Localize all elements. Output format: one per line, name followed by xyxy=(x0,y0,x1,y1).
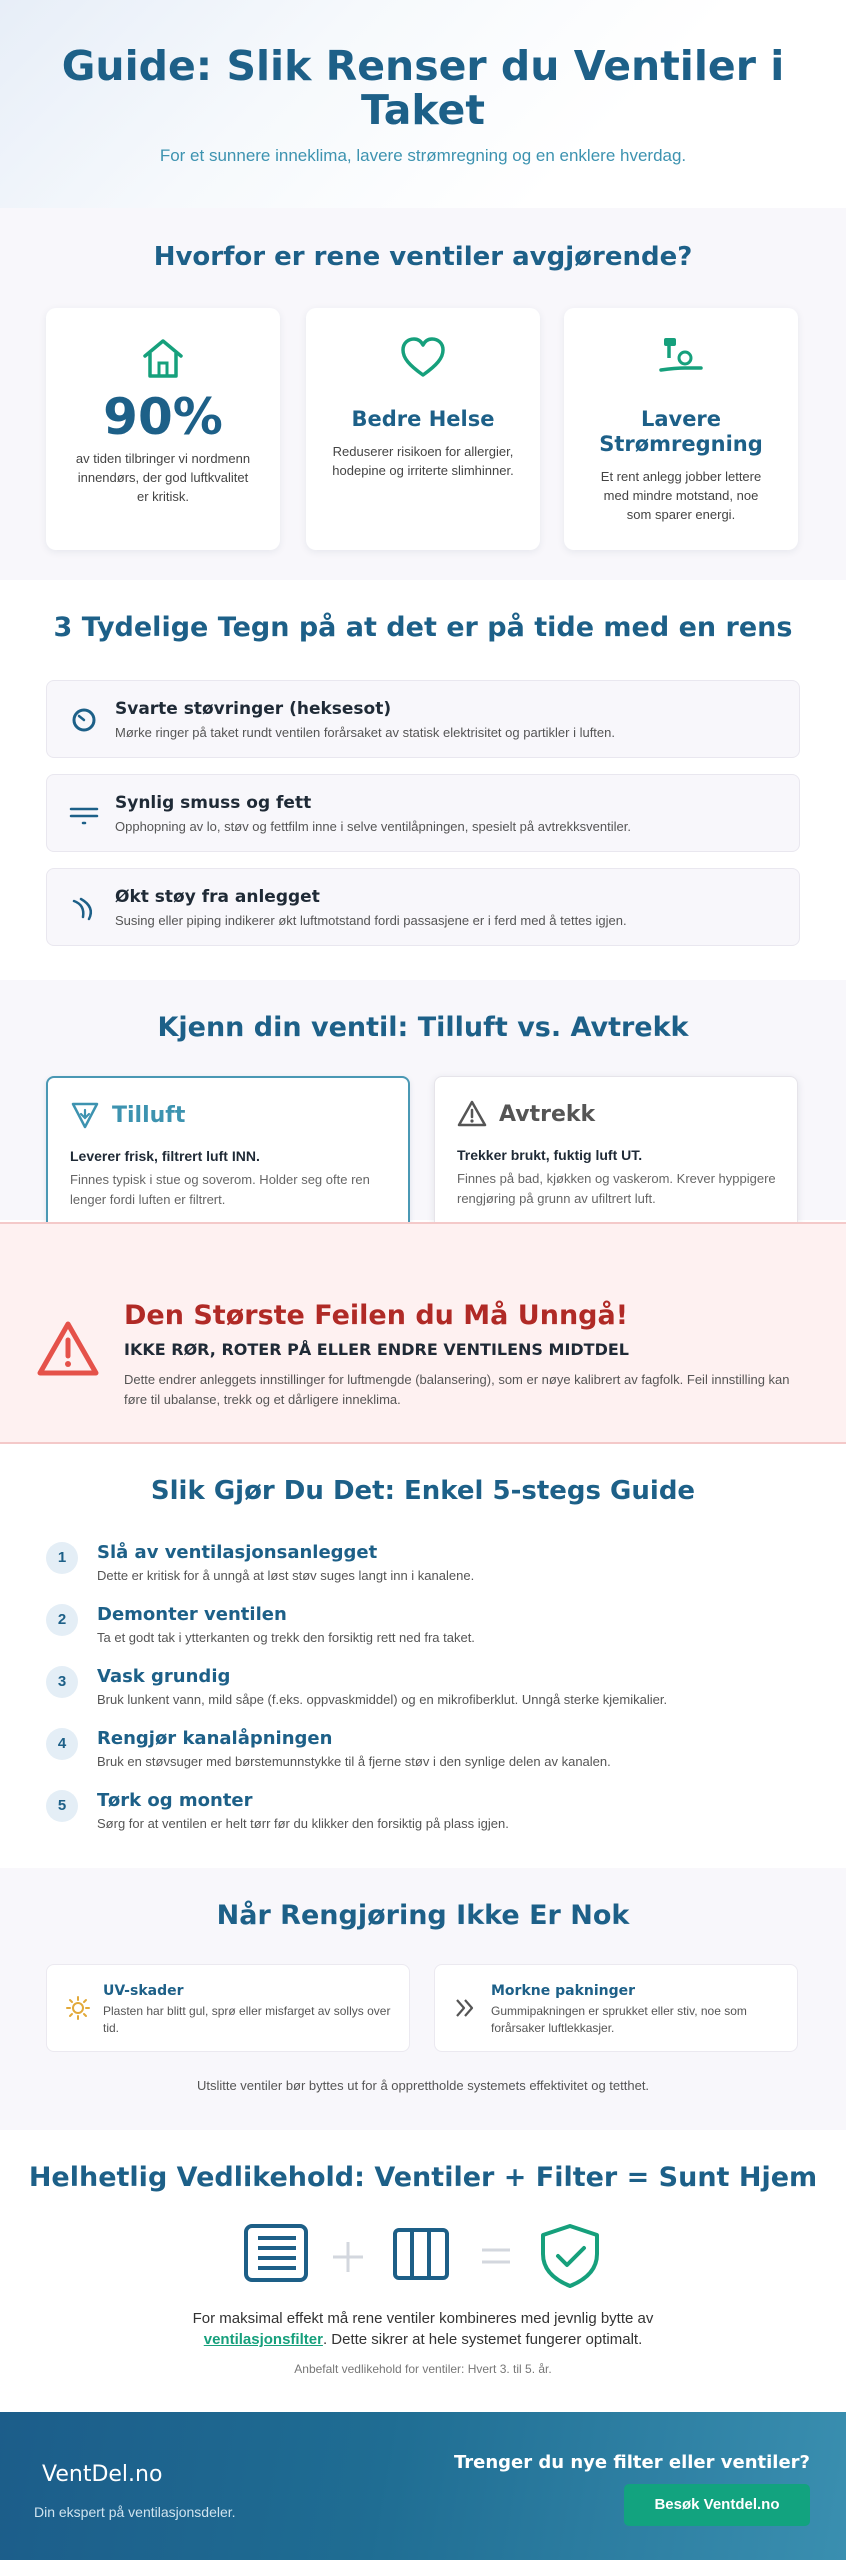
steps-heading: Slik Gjør Du Det: Enkel 5-stegs Guide xyxy=(150,1476,696,1506)
exhaust-title: Avtrekk xyxy=(499,1101,596,1127)
health-title: Bedre Helse xyxy=(351,407,495,431)
step-title: Demonter ventilen xyxy=(97,1604,287,1625)
step-text: Bruk en støvsuger med børstemunnstykke til å fjerne støv i den synlige delen av kanalen. xyxy=(97,1754,611,1769)
warning-subtitle: IKKE RØR, ROTER PÅ ELLER ENDRE VENTILENS MIDTDEL xyxy=(124,1340,629,1359)
gasket-card xyxy=(434,1964,798,2052)
chevrons-icon xyxy=(453,1995,479,2021)
uv-damage-text: Plasten har blitt gul, sprø eller misfarget av sollys over tid. xyxy=(103,2004,391,2035)
step-item xyxy=(46,1666,806,1722)
page-title: Guide: Slik Renser du Ventiler i Taket xyxy=(61,42,785,134)
footer xyxy=(0,2412,846,2560)
warning-text: Dette endrer anleggets innstillinger for luftmengde (balansering), som er nøye kalibrert av fagfolk. Feil innstilling kan føre til ubalanse, trekk og et dårligere inneklima. xyxy=(124,1372,790,1407)
ring-icon xyxy=(69,705,99,735)
sun-icon xyxy=(65,1995,91,2021)
gasket-text: Gummipakningen er sprukket eller stiv, noe som forårsaker luftlekkasjer. xyxy=(491,2004,747,2035)
replacement-note: Utslitte ventiler bør byttes ut for å opprettholde systemets effektivitet og tetthet. xyxy=(196,2078,650,2093)
step-title: Vask grundig xyxy=(97,1666,231,1687)
heart-icon xyxy=(397,332,449,384)
replacement-heading: Når Rengjøring Ikke Er Nok xyxy=(216,1900,630,1931)
visit-ventdel-button[interactable]: Besøk Ventdel.no xyxy=(624,2484,810,2526)
footer-logo-text: VentDel.no xyxy=(42,2462,163,2487)
house-icon xyxy=(137,332,189,384)
stat-card xyxy=(46,308,280,550)
step-text: Ta et godt tak i ytterkanten og trekk den forsiktig rett ned fra taket. xyxy=(97,1630,475,1645)
exhaust-card xyxy=(434,1076,798,1232)
step-item xyxy=(46,1728,806,1784)
sign-title: Svarte støvringer (heksesot) xyxy=(115,699,392,719)
lines-icon xyxy=(69,799,99,829)
sound-icon xyxy=(69,893,99,923)
supply-title: Tilluft xyxy=(112,1102,186,1128)
exhaust-subtitle: Trekker brukt, fuktig luft UT. xyxy=(457,1147,643,1163)
supply-text: Finnes typisk i stue og soverom. Holder seg ofte ren lenger fordi luften er filtrert. xyxy=(70,1172,370,1207)
step-item xyxy=(46,1542,806,1598)
step-number: 3 xyxy=(46,1666,78,1698)
health-text: Reduserer risikoen for allergier, hodepine og irriterte slimhinner. xyxy=(332,444,514,478)
supply-card xyxy=(46,1076,410,1232)
maintenance-text-before: For maksimal effekt må rene ventiler kombineres med jevnlig bytte av xyxy=(192,2310,654,2327)
maintenance-note: Anbefalt vedlikehold for ventiler: Hvert 3. til 5. år. xyxy=(294,2362,552,2376)
supply-triangle-icon xyxy=(70,1100,100,1130)
health-card xyxy=(306,308,540,550)
sign-item xyxy=(46,680,800,758)
uv-damage-card xyxy=(46,1964,410,2052)
plus-icon xyxy=(333,2242,363,2272)
vent-types-section xyxy=(0,980,846,1220)
exhaust-text: Finnes på bad, kjøkken og vaskerom. Krever hyppigere rengjøring på grunn av ufiltrert luft. xyxy=(457,1171,776,1206)
step-item xyxy=(46,1790,806,1846)
why-heading: Hvorfor er rene ventiler avgjørende? xyxy=(153,242,693,272)
step-title: Tørk og monter xyxy=(97,1790,253,1811)
footer-logo[interactable] xyxy=(42,2462,162,2487)
stat-text: av tiden tilbringer vi nordmenn innendørs, der god luftkvalitet er kritisk. xyxy=(75,451,251,504)
maintenance-heading: Helhetlig Vedlikehold: Ventiler + Filter = Sunt Hjem xyxy=(28,2162,818,2193)
step-number: 4 xyxy=(46,1728,78,1760)
signs-section xyxy=(0,580,846,980)
step-number: 5 xyxy=(46,1790,78,1822)
step-title: Slå av ventilasjonsanlegget xyxy=(97,1542,378,1563)
step-text: Dette er kritisk for å unngå at løst støv suges langt inn i kanalene. xyxy=(97,1568,475,1583)
step-number: 1 xyxy=(46,1542,78,1574)
warning-icon xyxy=(36,1320,100,1378)
footer-tagline: Din ekspert på ventilasjonsdeler. xyxy=(34,2504,236,2520)
uv-damage-title: UV-skader xyxy=(103,1983,184,1999)
sign-item xyxy=(46,868,800,946)
exhaust-warning-icon xyxy=(457,1099,487,1129)
filter-icon xyxy=(395,2230,447,2278)
gasket-title: Morkne pakninger xyxy=(491,1983,636,1999)
replacement-section xyxy=(0,1868,846,2130)
equals-icon xyxy=(482,2250,510,2262)
maintenance-text-after: . Dette sikrer at hele systemet fungerer optimalt. xyxy=(322,2331,643,2348)
warning-section xyxy=(0,1222,846,1444)
savings-title: Lavere Strømregning xyxy=(599,407,763,456)
sign-text: Mørke ringer på taket rundt ventilen forårsaket av statisk elektrisitet og partikler i luften. xyxy=(115,725,615,740)
step-number: 2 xyxy=(46,1604,78,1636)
steps-section xyxy=(0,1444,846,1868)
sign-item xyxy=(46,774,800,852)
maintenance-section xyxy=(0,2130,846,2412)
maintenance-text xyxy=(0,2308,846,2350)
vent-icon xyxy=(246,2226,306,2280)
shield-check-icon xyxy=(543,2226,597,2286)
step-title: Rengjør kanalåpningen xyxy=(97,1728,333,1749)
hero-section xyxy=(0,0,846,208)
step-item xyxy=(46,1604,806,1660)
sign-text: Susing eller piping indikerer økt luftmotstand fordi passasjene er i ferd med å tettes igjen. xyxy=(115,913,627,928)
why-section xyxy=(0,208,846,580)
signs-heading: 3 Tydelige Tegn på at det er på tide med en rens xyxy=(53,612,793,643)
supply-subtitle: Leverer frisk, filtrert luft INN. xyxy=(70,1148,260,1164)
stat-value: 90% xyxy=(103,388,223,446)
warning-title: Den Største Feilen du Må Unngå! xyxy=(124,1300,629,1331)
savings-card xyxy=(564,308,798,550)
coins-icon xyxy=(655,332,707,384)
sign-text: Opphopning av lo, støv og fettfilm inne i selve ventilåpningen, spesielt på avtrekksventiler. xyxy=(115,819,631,834)
sign-title: Økt støy fra anlegget xyxy=(115,887,320,907)
equation-graphic xyxy=(0,2220,846,2290)
filter-link[interactable]: ventilasjonsfilter xyxy=(203,2331,323,2348)
savings-text: Et rent anlegg jobber lettere med mindre motstand, noe som sparer energi. xyxy=(600,469,762,522)
sign-title: Synlig smuss og fett xyxy=(115,793,312,813)
page-subtitle: For et sunnere inneklima, lavere strømregning og en enklere hverdag. xyxy=(159,146,687,165)
vent-types-heading: Kjenn din ventil: Tilluft vs. Avtrekk xyxy=(157,1012,689,1043)
step-text: Sørg for at ventilen er helt tørr før du klikker den forsiktig på plass igjen. xyxy=(97,1816,509,1831)
step-text: Bruk lunkent vann, mild såpe (f.eks. oppvaskmiddel) og en mikrofiberklut. Unngå sterke kjemikalier. xyxy=(97,1692,668,1707)
footer-question: Trenger du nye filter eller ventiler? xyxy=(453,2452,810,2473)
